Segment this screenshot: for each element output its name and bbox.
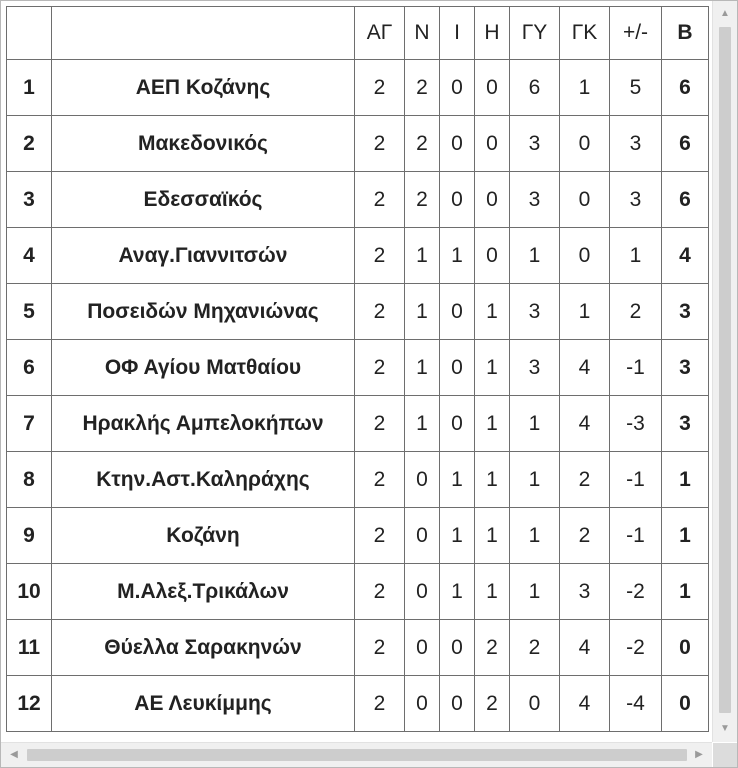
cell-goals-for: 3 bbox=[510, 172, 560, 228]
cell-losses: 0 bbox=[475, 116, 510, 172]
cell-points: 4 bbox=[662, 228, 709, 284]
cell-goals-for: 3 bbox=[510, 116, 560, 172]
header-draws: Ι bbox=[440, 7, 475, 60]
cell-pos: 12 bbox=[7, 676, 52, 732]
cell-team: ΑΕ Λευκίμμης bbox=[52, 676, 355, 732]
cell-wins: 0 bbox=[405, 452, 440, 508]
cell-pos: 2 bbox=[7, 116, 52, 172]
cell-wins: 0 bbox=[405, 620, 440, 676]
header-points: Β bbox=[662, 7, 709, 60]
cell-wins: 0 bbox=[405, 676, 440, 732]
cell-goals-against: 4 bbox=[560, 340, 610, 396]
table-row bbox=[7, 116, 709, 172]
cell-pos: 3 bbox=[7, 172, 52, 228]
cell-losses: 2 bbox=[475, 676, 510, 732]
cell-wins: 1 bbox=[405, 284, 440, 340]
cell-goals-against: 4 bbox=[560, 620, 610, 676]
cell-losses: 1 bbox=[475, 564, 510, 620]
table-row bbox=[7, 228, 709, 284]
cell-wins: 2 bbox=[405, 60, 440, 116]
cell-losses: 2 bbox=[475, 620, 510, 676]
cell-points: 0 bbox=[662, 620, 709, 676]
table-row bbox=[7, 340, 709, 396]
cell-played: 2 bbox=[355, 508, 405, 564]
cell-draws: 0 bbox=[440, 676, 475, 732]
cell-goals-against: 3 bbox=[560, 564, 610, 620]
cell-team: Μακεδονικός bbox=[52, 116, 355, 172]
cell-goal-diff: -4 bbox=[610, 676, 662, 732]
cell-points: 1 bbox=[662, 564, 709, 620]
cell-goals-against: 0 bbox=[560, 116, 610, 172]
cell-played: 2 bbox=[355, 340, 405, 396]
header-row bbox=[7, 7, 709, 60]
cell-goals-for: 6 bbox=[510, 60, 560, 116]
cell-draws: 0 bbox=[440, 620, 475, 676]
cell-played: 2 bbox=[355, 60, 405, 116]
cell-team: Κοζάνη bbox=[52, 508, 355, 564]
table-row bbox=[7, 452, 709, 508]
cell-played: 2 bbox=[355, 620, 405, 676]
cell-wins: 1 bbox=[405, 228, 440, 284]
table-row bbox=[7, 620, 709, 676]
cell-draws: 1 bbox=[440, 508, 475, 564]
cell-wins: 0 bbox=[405, 564, 440, 620]
cell-goals-for: 3 bbox=[510, 284, 560, 340]
cell-pos: 5 bbox=[7, 284, 52, 340]
cell-goals-against: 1 bbox=[560, 284, 610, 340]
cell-points: 1 bbox=[662, 508, 709, 564]
vertical-scrollbar[interactable] bbox=[712, 1, 737, 742]
cell-goal-diff: -2 bbox=[610, 620, 662, 676]
triangle-up-icon[interactable]: ▲ bbox=[720, 8, 730, 19]
cell-goals-for: 1 bbox=[510, 228, 560, 284]
cell-goals-for: 1 bbox=[510, 452, 560, 508]
cell-goal-diff: 3 bbox=[610, 172, 662, 228]
cell-pos: 8 bbox=[7, 452, 52, 508]
cell-draws: 0 bbox=[440, 284, 475, 340]
cell-pos: 10 bbox=[7, 564, 52, 620]
cell-played: 2 bbox=[355, 452, 405, 508]
header-pos bbox=[7, 7, 52, 60]
cell-goals-for: 3 bbox=[510, 340, 560, 396]
cell-wins: 1 bbox=[405, 340, 440, 396]
table-row bbox=[7, 172, 709, 228]
cell-pos: 6 bbox=[7, 340, 52, 396]
cell-losses: 1 bbox=[475, 284, 510, 340]
cell-points: 6 bbox=[662, 60, 709, 116]
cell-team: ΟΦ Αγίου Ματθαίου bbox=[52, 340, 355, 396]
cell-wins: 2 bbox=[405, 116, 440, 172]
cell-points: 1 bbox=[662, 452, 709, 508]
cell-played: 2 bbox=[355, 284, 405, 340]
table-row bbox=[7, 396, 709, 452]
cell-goal-diff: -2 bbox=[610, 564, 662, 620]
cell-points: 6 bbox=[662, 116, 709, 172]
cell-draws: 1 bbox=[440, 452, 475, 508]
cell-draws: 0 bbox=[440, 172, 475, 228]
header-losses: Η bbox=[475, 7, 510, 60]
cell-goals-for: 1 bbox=[510, 564, 560, 620]
cell-losses: 1 bbox=[475, 452, 510, 508]
cell-team: ΑΕΠ Κοζάνης bbox=[52, 60, 355, 116]
cell-team: Εδεσσαϊκός bbox=[52, 172, 355, 228]
cell-goals-against: 1 bbox=[560, 60, 610, 116]
cell-pos: 7 bbox=[7, 396, 52, 452]
cell-goal-diff: 2 bbox=[610, 284, 662, 340]
cell-losses: 1 bbox=[475, 396, 510, 452]
scrollbar-corner bbox=[713, 743, 737, 767]
cell-goals-for: 1 bbox=[510, 508, 560, 564]
header-team bbox=[52, 7, 355, 60]
table-row bbox=[7, 676, 709, 732]
cell-draws: 0 bbox=[440, 116, 475, 172]
table-viewport bbox=[1, 1, 712, 742]
cell-team: Μ.Αλεξ.Τρικάλων bbox=[52, 564, 355, 620]
cell-goal-diff: -3 bbox=[610, 396, 662, 452]
cell-team: Ηρακλής Αμπελοκήπων bbox=[52, 396, 355, 452]
triangle-right-icon[interactable]: ▶ bbox=[695, 749, 703, 760]
cell-team: Αναγ.Γιαννιτσών bbox=[52, 228, 355, 284]
cell-pos: 4 bbox=[7, 228, 52, 284]
cell-losses: 1 bbox=[475, 508, 510, 564]
cell-draws: 0 bbox=[440, 60, 475, 116]
cell-points: 0 bbox=[662, 676, 709, 732]
table-row bbox=[7, 284, 709, 340]
cell-draws: 1 bbox=[440, 228, 475, 284]
cell-goals-for: 2 bbox=[510, 620, 560, 676]
header-goals-against: ΓΚ bbox=[560, 7, 610, 60]
cell-goal-diff: -1 bbox=[610, 508, 662, 564]
cell-pos: 9 bbox=[7, 508, 52, 564]
table-row bbox=[7, 564, 709, 620]
cell-draws: 0 bbox=[440, 396, 475, 452]
header-goal-diff: +/- bbox=[610, 7, 662, 60]
header-goals-for: ΓΥ bbox=[510, 7, 560, 60]
cell-goal-diff: -1 bbox=[610, 340, 662, 396]
table-row bbox=[7, 60, 709, 116]
cell-played: 2 bbox=[355, 172, 405, 228]
cell-goals-against: 2 bbox=[560, 452, 610, 508]
header-wins: Ν bbox=[405, 7, 440, 60]
cell-team: Ποσειδών Μηχανιώνας bbox=[52, 284, 355, 340]
cell-points: 6 bbox=[662, 172, 709, 228]
cell-goals-against: 2 bbox=[560, 508, 610, 564]
cell-draws: 0 bbox=[440, 340, 475, 396]
cell-team: Κτην.Αστ.Καληράχης bbox=[52, 452, 355, 508]
cell-losses: 0 bbox=[475, 228, 510, 284]
cell-wins: 1 bbox=[405, 396, 440, 452]
cell-wins: 2 bbox=[405, 172, 440, 228]
cell-played: 2 bbox=[355, 228, 405, 284]
cell-played: 2 bbox=[355, 116, 405, 172]
cell-losses: 1 bbox=[475, 340, 510, 396]
cell-draws: 1 bbox=[440, 564, 475, 620]
triangle-down-icon[interactable]: ▼ bbox=[720, 723, 730, 734]
vertical-scroll-thumb[interactable] bbox=[719, 27, 731, 713]
triangle-left-icon[interactable]: ◀ bbox=[10, 749, 18, 760]
cell-played: 2 bbox=[355, 396, 405, 452]
cell-goal-diff: -1 bbox=[610, 452, 662, 508]
cell-pos: 1 bbox=[7, 60, 52, 116]
cell-goal-diff: 5 bbox=[610, 60, 662, 116]
cell-wins: 0 bbox=[405, 508, 440, 564]
standings-table bbox=[6, 6, 709, 732]
cell-goals-against: 0 bbox=[560, 228, 610, 284]
cell-goal-diff: 1 bbox=[610, 228, 662, 284]
cell-played: 2 bbox=[355, 676, 405, 732]
cell-points: 3 bbox=[662, 340, 709, 396]
horizontal-scroll-thumb[interactable] bbox=[27, 749, 687, 761]
cell-played: 2 bbox=[355, 564, 405, 620]
cell-points: 3 bbox=[662, 396, 709, 452]
cell-losses: 0 bbox=[475, 60, 510, 116]
horizontal-scrollbar[interactable] bbox=[1, 742, 712, 767]
cell-points: 3 bbox=[662, 284, 709, 340]
header-played: ΑΓ bbox=[355, 7, 405, 60]
cell-pos: 11 bbox=[7, 620, 52, 676]
cell-goals-against: 0 bbox=[560, 172, 610, 228]
cell-goals-against: 4 bbox=[560, 396, 610, 452]
cell-goals-for: 0 bbox=[510, 676, 560, 732]
table-row bbox=[7, 508, 709, 564]
cell-goals-against: 4 bbox=[560, 676, 610, 732]
cell-team: Θύελλα Σαρακηνών bbox=[52, 620, 355, 676]
cell-losses: 0 bbox=[475, 172, 510, 228]
cell-goals-for: 1 bbox=[510, 396, 560, 452]
cell-goal-diff: 3 bbox=[610, 116, 662, 172]
